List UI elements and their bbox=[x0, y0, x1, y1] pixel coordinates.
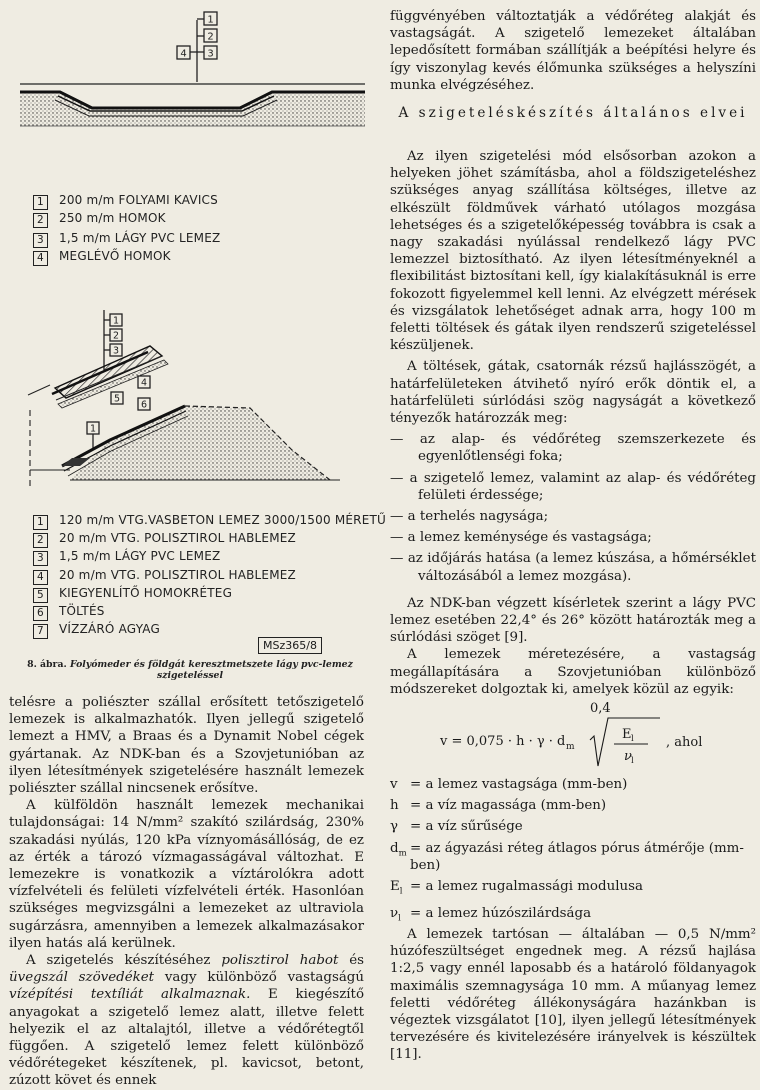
symbol bbox=[390, 878, 410, 901]
legend-text: 200 m/m FOLYAMI KAVICS bbox=[59, 193, 218, 207]
caption-text: Folyómeder és földgát keresztmetszete lágy pvc-lemez szigeteléssel bbox=[69, 659, 353, 681]
text-span: E kiegészítő anyagokat a szigetelő lemez alatt, illetve felett helyezik el az altalajtól, illetve a védőrétegtől függően. A szigetelő lemez felett különböző védőrétegeket készítenek, pl. kavicsot, betont, zúzott követ és ennek bbox=[9, 987, 365, 1089]
list-item: — a szigetelő lemez, valamint az alap- és védőréteg felületi érdessége; bbox=[390, 470, 756, 503]
dam-marker-2: 2 bbox=[112, 330, 120, 342]
formula-lhs: v = 0,075 · h · γ · d bbox=[440, 734, 566, 749]
list-item: — az időjárás hatása (a lemez kúszása, a hőmérséklet változásából a lemez mozgása). bbox=[390, 551, 756, 584]
symbol-sub: l bbox=[398, 913, 401, 924]
symbol-main: d bbox=[390, 840, 399, 856]
text-span: A szigetelés készítéséhez bbox=[26, 953, 222, 969]
legend-number: 3 bbox=[33, 551, 48, 566]
legend-text: 250 m/m HOMOK bbox=[59, 211, 166, 225]
formula-numerator: E bbox=[622, 727, 632, 742]
legend-text: KIEGYENLÍTŐ HOMOKRÉTEG bbox=[59, 586, 233, 600]
earth-dam-cross-section bbox=[0, 290, 372, 500]
paragraph: Az ilyen szigetelési mód elsősorban azokon a helyeken jöhet számításba, ahol a földszigeteléshez szükséges anyag szállítása költséges, illetve az elkészült földművek várható utólagos mozgása lehetséges és a szigetelőképesség továbbra is csak a nagy szakadási nyúlással rendelkező lágy PVC lemezzel biztosítható. Az ilyen létesítményeknél a flexibilitást biztosítani kell, így kialakításuknál is erre fokozott figyelemmel kell lenni. Az elvégzett mérések és vizsgálatok lehetőséget adnak arra, hogy 100 m feletti töltések és gátak ilyen rendszerű szigeteléssel készüljenek. bbox=[390, 149, 756, 354]
list-item: — a terhelés nagysága; bbox=[390, 509, 549, 525]
top-legend-item-2 bbox=[33, 211, 166, 228]
symbol-sub: m bbox=[398, 848, 407, 859]
right-body-text bbox=[390, 148, 756, 698]
paragraph: telésre a poliészter szállal erősített tetőszigetelő lemezek is alkalmazhatók. Ilyen jellegű szigetelő lemezt a HMV, a Braas és a Dynamit Nobel cégek gyártanak. Az NDK-ban és a Szovjetunióban az ilyen létesítmények szigetelésére használt lemezek poliészter szállal nincsenek erősítve. bbox=[9, 695, 364, 797]
emphasis: vízépítési textíliát alkalmaznak. bbox=[9, 987, 251, 1003]
top-marker-3: 3 bbox=[207, 48, 214, 60]
symbol-main: ν bbox=[390, 905, 399, 921]
dam-marker-3: 3 bbox=[112, 345, 120, 357]
dam-marker-4: 4 bbox=[140, 377, 148, 389]
definition-text: = a víz sűrűsége bbox=[410, 819, 523, 835]
legend-number: 3 bbox=[33, 233, 48, 248]
dam-marker-1: 1 bbox=[112, 315, 120, 327]
river-bed-cross-section bbox=[0, 0, 372, 180]
legend-number: 2 bbox=[33, 213, 48, 228]
dam-marker-5: 5 bbox=[113, 393, 121, 405]
list-item: — az alap- és védőréteg szemszerkezete és egyenlőtlenségi foka; bbox=[390, 432, 756, 465]
legend-text: 120 m/m VTG.VASBETON LEMEZ 3000/1500 MÉRETŰ bbox=[59, 513, 386, 527]
definition-text: = a víz magassága (mm-ben) bbox=[410, 798, 607, 814]
top-marker-1: 1 bbox=[207, 14, 214, 26]
paragraph: függvényében változtatják a védőréteg alakját és vastagságát. A szigetelő lemezeket általában lepedősített formában szállítják a beépítési helyre és így viszonylag kevés élőmunka szükséges a helyszíni munka elvégzéséhez. bbox=[390, 9, 756, 93]
left-body-text bbox=[9, 694, 364, 1090]
list-item: — a lemez keménysége és vastagsága; bbox=[390, 530, 652, 546]
top-marker-4: 4 bbox=[180, 48, 187, 60]
formula-lhs-sub: m bbox=[566, 742, 575, 752]
symbol bbox=[390, 840, 410, 874]
bottom-legend-item-7 bbox=[33, 622, 160, 639]
bottom-legend-item-5 bbox=[33, 586, 232, 603]
paragraph: Az NDK-ban végzett kísérletek szerint a lágy PVC lemez esetében 22,4° és 26° között határozták meg a súrlódási szöget [9]. bbox=[390, 595, 756, 646]
definition-row bbox=[390, 840, 756, 874]
formula-suffix: , ahol bbox=[666, 735, 703, 750]
legend-text: VÍZZÁRÓ AGYAG bbox=[59, 622, 160, 636]
symbol: γ bbox=[390, 819, 399, 835]
text-span: vagy különböző vastagságú bbox=[154, 970, 365, 986]
emphasis: polisztirol habot bbox=[221, 953, 339, 969]
legend-number: 1 bbox=[33, 515, 48, 530]
figure-caption bbox=[20, 659, 360, 681]
factor-list bbox=[390, 431, 756, 585]
legend-number: 5 bbox=[33, 588, 48, 603]
thickness-formula bbox=[390, 700, 756, 770]
symbol-main: E bbox=[390, 879, 400, 895]
dam-marker-6: 6 bbox=[140, 399, 148, 411]
top-legend-item-4 bbox=[33, 249, 171, 266]
legend-number: 1 bbox=[33, 195, 48, 210]
formula-numerator-sub: l bbox=[631, 734, 634, 744]
bottom-legend-item-1 bbox=[33, 513, 386, 530]
definition-row bbox=[390, 818, 756, 835]
standard-label: MSz365/8 bbox=[258, 637, 322, 654]
definition-text: = a lemez rugalmassági modulusa bbox=[410, 879, 643, 895]
formula-denominator-sub: l bbox=[631, 756, 634, 766]
bottom-legend-item-3 bbox=[33, 549, 220, 566]
dam-marker-1b: 1 bbox=[89, 423, 97, 435]
bottom-legend-item-4 bbox=[33, 568, 296, 585]
top-legend-item-3 bbox=[33, 231, 220, 248]
legend-number: 6 bbox=[33, 606, 48, 621]
paragraph: A lemezek méretezésére, a vastagság megállapítására a Szovjetunióban különböző módszereket dolgoztak ki, amelyek közül az egyik: bbox=[390, 647, 756, 697]
text-span: és bbox=[338, 953, 365, 969]
legend-text: TÖLTÉS bbox=[59, 604, 105, 618]
emphasis: üvegszál szövedéket bbox=[9, 970, 155, 986]
top-marker-2: 2 bbox=[207, 31, 214, 43]
definition-text: = a lemez húzószilárdsága bbox=[410, 905, 592, 921]
symbol-definitions bbox=[390, 776, 756, 928]
symbol: h bbox=[390, 798, 399, 814]
formula-denominator: ν bbox=[624, 749, 632, 764]
top-legend-item-1 bbox=[33, 193, 218, 210]
definition-row bbox=[390, 905, 756, 928]
definition-row bbox=[390, 776, 756, 793]
definition-row bbox=[390, 797, 756, 814]
legend-number: 7 bbox=[33, 624, 48, 639]
legend-number: 4 bbox=[33, 570, 48, 585]
symbol bbox=[390, 905, 410, 928]
formula-exponent: 0,4 bbox=[590, 701, 611, 716]
section-heading: A szigeteléskészítés általános elvei bbox=[398, 105, 748, 121]
definition-row bbox=[390, 878, 756, 901]
legend-text: 20 m/m VTG. POLISZTIROL HABLEMEZ bbox=[59, 531, 296, 545]
right-column bbox=[390, 0, 756, 1084]
paragraph: A töltések, gátak, csatornák rézsű hajlásszögét, a határfelületeken átvihető nyíró erők döntik el, a határfelületi súrlódási szög nagyságát a következő tényezők határozzák meg: bbox=[390, 359, 756, 427]
legend-text: 1,5 m/m LÁGY PVC LEMEZ bbox=[59, 231, 221, 245]
definition-text: = a lemez vastagsága (mm-ben) bbox=[410, 777, 628, 792]
bottom-legend-item-2 bbox=[33, 531, 296, 548]
paragraph: A külföldön használt lemezek mechanikai tulajdonságai: 14 N/mm² szakító szilárdság, 230% szakadási nyúlás, 120 kPa víznyomásállóság, de ez az érték a tározó vízmagasságával változhat. E lemezekre is vonatkozik a víztárolókra adott vízfelvételi és felületi vízfelvételi érték. Hasonlóan szükséges megvizsgálni a lemezeket az ultraviola sugárzásra, amennyiben a lemezek alkalmazásakor ilyen hatás alá kerülnek. bbox=[9, 798, 364, 951]
legend-number: 2 bbox=[33, 533, 48, 548]
definition-text: = az ágyazási réteg átlagos pórus átmérője (mm-ben) bbox=[410, 840, 744, 873]
paragraph: A lemezek tartósan — általában — 0,5 N/mm² húzófeszültséget engednek meg. A rézsű hajlása 1:2,5 vagy ennél laposabb és a határoló földanyagok maximális szemnagysága 10 mm. A műanyag lemez feletti védőréteg állékonyságára hazánkban is végeztek vizsgálatot [10], ilyen jellegű létesítmények tervezésére és kivitelezésére irányelvek is készültek [11]. bbox=[390, 927, 756, 1063]
legend-text: 1,5 m/m LÁGY PVC LEMEZ bbox=[59, 549, 221, 563]
legend-text: MEGLÉVŐ HOMOK bbox=[59, 249, 171, 263]
paragraph bbox=[9, 952, 364, 1090]
caption-number: 8. ábra. bbox=[27, 659, 67, 670]
legend-text: 20 m/m VTG. POLISZTIROL HABLEMEZ bbox=[59, 568, 296, 582]
bottom-legend-item-6 bbox=[33, 604, 105, 621]
symbol-sub: l bbox=[399, 886, 403, 897]
legend-number: 4 bbox=[33, 251, 48, 266]
symbol: v bbox=[390, 777, 398, 792]
